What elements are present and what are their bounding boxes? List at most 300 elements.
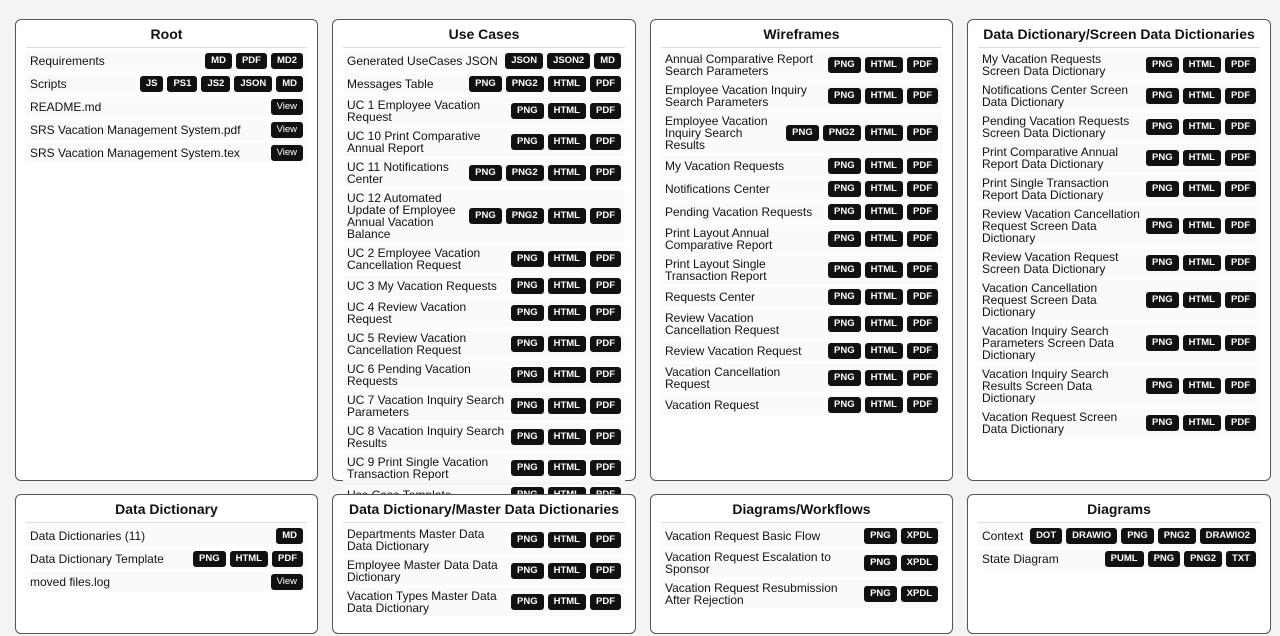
format-links (828, 343, 938, 359)
html-link-button[interactable]: HTML (865, 125, 903, 141)
png-link-button[interactable]: PNG (828, 57, 861, 73)
panel-title: Data Dictionary (26, 495, 307, 523)
png-link-button[interactable]: PNG (1146, 378, 1179, 394)
png-link-button[interactable]: PNG (469, 208, 502, 224)
file-row (661, 580, 942, 608)
format-links (1146, 255, 1256, 271)
png-link-button[interactable]: PNG (864, 555, 897, 571)
file-label: Vacation Inquiry Search Results Screen Data Dictionary (982, 367, 1109, 405)
file-label: State Diagram (982, 552, 1059, 566)
file-list (661, 526, 942, 611)
png-link-button[interactable]: PNG (1121, 528, 1154, 544)
drawio-link-button[interactable]: DRAWIO (1066, 528, 1117, 544)
pdf-link-button[interactable]: PDF (907, 125, 938, 141)
png-link-button[interactable]: PNG (1146, 415, 1179, 431)
pdf-link-button[interactable]: PDF (1225, 378, 1256, 394)
html-link-button[interactable]: HTML (548, 76, 586, 92)
txt-link-button[interactable]: TXT (1226, 551, 1256, 567)
panel-title: Data Dictionary/Master Data Dictionaries (343, 495, 625, 523)
file-row (26, 526, 307, 546)
pdf-link-button[interactable]: PDF (1225, 88, 1256, 104)
pdf-link-button[interactable]: PDF (590, 460, 621, 476)
xpdl-link-button[interactable]: XPDL (901, 555, 938, 571)
pdf-link-button[interactable]: PDF (907, 158, 938, 174)
png2-link-button[interactable]: PNG2 (1158, 528, 1196, 544)
html-link-button[interactable]: HTML (1183, 218, 1221, 234)
pdf-link-button[interactable]: PDF (590, 398, 621, 414)
png2-link-button[interactable]: PNG2 (823, 125, 861, 141)
png-link-button[interactable]: PNG (864, 528, 897, 544)
html-link-button[interactable]: HTML (548, 305, 586, 321)
pdf-link-button[interactable]: PDF (1225, 150, 1256, 166)
format-links (786, 125, 938, 141)
format-links (511, 336, 621, 352)
pdf-link-button[interactable]: PDF (907, 343, 938, 359)
json-link-button[interactable]: JSON (505, 53, 543, 69)
panel-screen-data-dictionaries (967, 19, 1271, 481)
file-row (343, 454, 625, 482)
js2-link-button[interactable]: JS2 (201, 76, 230, 92)
png2-link-button[interactable]: PNG2 (506, 165, 544, 181)
panel-title: Diagrams/Workflows (661, 495, 942, 523)
file-label: Vacation Types Master Data Data Dictionary (347, 589, 497, 615)
png-link-button[interactable]: PNG (511, 460, 544, 476)
file-row (343, 423, 625, 451)
format-links (511, 367, 621, 383)
file-label: UC 2 Employee Vacation Cancellation Request (347, 246, 481, 272)
file-label: Print Layout Annual Comparative Report (665, 226, 773, 252)
file-label: README.md (30, 100, 102, 114)
format-links (469, 208, 621, 224)
md-link-button[interactable]: MD (276, 528, 303, 544)
format-links (511, 532, 621, 548)
file-row (978, 82, 1260, 110)
xpdl-link-button[interactable]: XPDL (901, 586, 938, 602)
file-row (343, 276, 625, 296)
png-link-button[interactable]: PNG (828, 343, 861, 359)
file-row (661, 82, 942, 110)
pdf-link-button[interactable]: PDF (236, 53, 267, 69)
file-label: Vacation Request Basic Flow (665, 529, 821, 543)
file-label: Employee Vacation Inquiry Search Parameters (665, 83, 807, 109)
file-label: UC 11 Notifications Center (347, 160, 449, 186)
file-label: UC 4 Review Vacation Request (347, 300, 467, 326)
png-link-button[interactable]: PNG (511, 336, 544, 352)
png-link-button[interactable]: PNG (1146, 335, 1179, 351)
format-links (828, 158, 938, 174)
panel-title: Use Cases (343, 20, 625, 48)
png-link-button[interactable]: PNG (1148, 551, 1181, 567)
html-link-button[interactable]: HTML (1183, 57, 1221, 73)
file-label: Requests Center (665, 290, 756, 304)
png-link-button[interactable]: PNG (828, 158, 861, 174)
png-link-button[interactable]: PNG (1146, 88, 1179, 104)
file-row (978, 144, 1260, 172)
file-label: UC 10 Print Comparative Annual Report (347, 129, 481, 155)
file-label: UC 6 Pending Vacation Requests (347, 362, 471, 388)
file-list (343, 51, 625, 508)
html-link-button[interactable]: HTML (1183, 292, 1221, 308)
format-links (276, 528, 303, 544)
pdf-link-button[interactable]: PDF (907, 88, 938, 104)
panel-diagrams (967, 494, 1271, 634)
html-link-button[interactable]: HTML (865, 343, 903, 359)
png-link-button[interactable]: PNG (828, 316, 861, 332)
pdf-link-button[interactable]: PDF (590, 336, 621, 352)
file-row (343, 361, 625, 389)
png-link-button[interactable]: PNG (511, 103, 544, 119)
pdf-link-button[interactable]: PDF (1225, 218, 1256, 234)
html-link-button[interactable]: HTML (865, 204, 903, 220)
png-link-button[interactable]: PNG (864, 586, 897, 602)
file-row (661, 310, 942, 338)
file-label: Data Dictionaries (11) (30, 529, 146, 543)
html-link-button[interactable]: HTML (865, 181, 903, 197)
png-link-button[interactable]: PNG (511, 563, 544, 579)
file-label: Employee Master Data Data Dictionary (347, 558, 498, 584)
file-label: My Vacation Requests Screen Data Dictionary (982, 52, 1106, 78)
html-link-button[interactable]: HTML (865, 231, 903, 247)
format-links (511, 103, 621, 119)
panel-title: Data Dictionary/Screen Data Dictionaries (978, 20, 1260, 48)
png-link-button[interactable]: PNG (828, 231, 861, 247)
html-link-button[interactable]: HTML (865, 397, 903, 413)
file-row (661, 256, 942, 284)
pdf-link-button[interactable]: PDF (590, 367, 621, 383)
html-link-button[interactable]: HTML (865, 262, 903, 278)
file-row (661, 364, 942, 392)
file-label: Print Comparative Annual Report Data Dictionary (982, 145, 1119, 171)
format-links (511, 460, 621, 476)
file-row (26, 549, 307, 569)
html-link-button[interactable]: HTML (1183, 119, 1221, 135)
png-link-button[interactable]: PNG (193, 551, 226, 567)
html-link-button[interactable]: HTML (548, 103, 586, 119)
format-links (828, 397, 938, 413)
file-row (978, 175, 1260, 203)
file-label: UC 8 Vacation Inquiry Search Results (347, 424, 505, 450)
html-link-button[interactable]: HTML (1183, 335, 1221, 351)
view-link-button[interactable]: View (271, 122, 303, 138)
format-links (271, 122, 303, 138)
json-link-button[interactable]: JSON (234, 76, 272, 92)
pdf-link-button[interactable]: PDF (590, 594, 621, 610)
file-row (26, 572, 307, 592)
view-link-button[interactable]: View (271, 574, 303, 590)
pdf-link-button[interactable]: PDF (1225, 181, 1256, 197)
html-link-button[interactable]: HTML (865, 370, 903, 386)
format-links (271, 99, 303, 115)
png-link-button[interactable]: PNG (828, 370, 861, 386)
file-label: Messages Table (347, 77, 434, 91)
html-link-button[interactable]: HTML (548, 134, 586, 150)
html-link-button[interactable]: HTML (1183, 415, 1221, 431)
png-link-button[interactable]: PNG (828, 262, 861, 278)
file-label: My Vacation Requests (665, 159, 785, 173)
png-link-button[interactable]: PNG (1146, 218, 1179, 234)
md-link-button[interactable]: MD (594, 53, 621, 69)
png-link-button[interactable]: PNG (511, 278, 544, 294)
png-link-button[interactable]: PNG (1146, 119, 1179, 135)
drawio2-link-button[interactable]: DRAWIO2 (1200, 528, 1256, 544)
file-list (26, 526, 307, 595)
png-link-button[interactable]: PNG (1146, 181, 1179, 197)
js-link-button[interactable]: JS (140, 76, 164, 92)
file-label: Pending Vacation Requests Screen Data Dictionary (982, 114, 1130, 140)
pdf-link-button[interactable]: PDF (1225, 119, 1256, 135)
md-link-button[interactable]: MD (276, 76, 303, 92)
file-row (661, 341, 942, 361)
pdf-link-button[interactable]: PDF (272, 551, 303, 567)
format-links (1105, 551, 1256, 567)
png-link-button[interactable]: PNG (828, 397, 861, 413)
format-links (140, 76, 303, 92)
file-row (343, 51, 625, 71)
format-links (511, 594, 621, 610)
panel-title: Root (26, 20, 307, 48)
format-links (511, 305, 621, 321)
pdf-link-button[interactable]: PDF (907, 181, 938, 197)
format-links (1146, 378, 1256, 394)
png-link-button[interactable]: PNG (511, 251, 544, 267)
pdf-link-button[interactable]: PDF (590, 165, 621, 181)
html-link-button[interactable]: HTML (1183, 88, 1221, 104)
format-links (1146, 415, 1256, 431)
view-link-button[interactable]: View (271, 145, 303, 161)
pdf-link-button[interactable]: PDF (1225, 415, 1256, 431)
file-label: UC 9 Print Single Vacation Transaction Report (347, 455, 489, 481)
pdf-link-button[interactable]: PDF (907, 370, 938, 386)
format-links (469, 165, 621, 181)
format-links (1146, 218, 1256, 234)
file-list (26, 51, 307, 166)
file-label: SRS Vacation Management System.tex (30, 146, 240, 160)
html-link-button[interactable]: HTML (1183, 181, 1221, 197)
html-link-button[interactable]: HTML (548, 336, 586, 352)
pdf-link-button[interactable]: PDF (907, 316, 938, 332)
format-links (864, 586, 938, 602)
file-row (343, 245, 625, 273)
html-link-button[interactable]: HTML (1183, 255, 1221, 271)
pdf-link-button[interactable]: PDF (1225, 335, 1256, 351)
format-links (193, 551, 303, 567)
format-links (1146, 119, 1256, 135)
file-label: UC 7 Vacation Inquiry Search Parameters (347, 393, 505, 419)
file-label: Annual Comparative Report Search Parameters (665, 52, 814, 78)
png-link-button[interactable]: PNG (1146, 57, 1179, 73)
file-row (661, 526, 942, 546)
pdf-link-button[interactable]: PDF (907, 231, 938, 247)
format-links (469, 76, 621, 92)
png-link-button[interactable]: PNG (786, 125, 819, 141)
json2-link-button[interactable]: JSON2 (547, 53, 590, 69)
file-label: Review Vacation Cancellation Request (665, 311, 780, 337)
format-links (511, 251, 621, 267)
html-link-button[interactable]: HTML (548, 278, 586, 294)
pdf-link-button[interactable]: PDF (907, 204, 938, 220)
html-link-button[interactable]: HTML (865, 158, 903, 174)
file-label: Departments Master Data Data Dictionary (347, 527, 485, 553)
png-link-button[interactable]: PNG (1146, 255, 1179, 271)
format-links (1146, 181, 1256, 197)
file-row (343, 128, 625, 156)
png-link-button[interactable]: PNG (511, 367, 544, 383)
pdf-link-button[interactable]: PDF (590, 251, 621, 267)
png-link-button[interactable]: PNG (511, 532, 544, 548)
html-link-button[interactable]: HTML (548, 398, 586, 414)
file-label: Data Dictionary Template (30, 552, 164, 566)
png-link-button[interactable]: PNG (828, 204, 861, 220)
file-label: Print Single Transaction Report Data Dictionary (982, 176, 1109, 202)
html-link-button[interactable]: HTML (865, 57, 903, 73)
format-links (864, 555, 938, 571)
pdf-link-button[interactable]: PDF (907, 289, 938, 305)
format-links (1146, 57, 1256, 73)
panel-wireframes (650, 19, 953, 481)
format-links (511, 134, 621, 150)
file-row (343, 588, 625, 616)
file-row (661, 395, 942, 415)
html-link-button[interactable]: HTML (548, 429, 586, 445)
html-link-button[interactable]: HTML (548, 367, 586, 383)
file-label: UC 3 My Vacation Requests (347, 279, 497, 293)
html-link-button[interactable]: HTML (548, 251, 586, 267)
format-links (511, 278, 621, 294)
pdf-link-button[interactable]: PDF (590, 134, 621, 150)
pdf-link-button[interactable]: PDF (590, 278, 621, 294)
ps1-link-button[interactable]: PS1 (167, 76, 197, 92)
png-link-button[interactable]: PNG (511, 594, 544, 610)
pdf-link-button[interactable]: PDF (1225, 255, 1256, 271)
file-row (343, 330, 625, 358)
file-row (661, 549, 942, 577)
html-link-button[interactable]: HTML (1183, 150, 1221, 166)
file-label: Vacation Cancellation Request (665, 365, 781, 391)
xpdl-link-button[interactable]: XPDL (901, 528, 938, 544)
pdf-link-button[interactable]: PDF (590, 305, 621, 321)
format-links (828, 289, 938, 305)
png-link-button[interactable]: PNG (828, 181, 861, 197)
pdf-link-button[interactable]: PDF (590, 563, 621, 579)
pdf-link-button[interactable]: PDF (590, 103, 621, 119)
file-label: SRS Vacation Management System.pdf (30, 123, 241, 137)
html-link-button[interactable]: HTML (865, 88, 903, 104)
file-label: Employee Vacation Inquiry Search Results (665, 114, 768, 152)
file-row (978, 51, 1260, 79)
png-link-button[interactable]: PNG (511, 134, 544, 150)
file-row (343, 526, 625, 554)
file-row (661, 113, 942, 153)
format-links (828, 370, 938, 386)
png-link-button[interactable]: PNG (511, 305, 544, 321)
png-link-button[interactable]: PNG (1146, 150, 1179, 166)
file-row (978, 206, 1260, 246)
panel-master-data-dictionaries (332, 494, 636, 634)
pdf-link-button[interactable]: PDF (590, 532, 621, 548)
html-link-button[interactable]: HTML (230, 551, 268, 567)
format-links (1146, 335, 1256, 351)
file-label: Vacation Cancellation Request Screen Data Dictionary (982, 281, 1098, 319)
file-label: Review Vacation Cancellation Request Screen Data Dictionary (982, 207, 1140, 245)
html-link-button[interactable]: HTML (548, 594, 586, 610)
file-row (661, 202, 942, 222)
png-link-button[interactable]: PNG (469, 165, 502, 181)
png-link-button[interactable]: PNG (511, 429, 544, 445)
md-link-button[interactable]: MD (205, 53, 232, 69)
file-row (661, 156, 942, 176)
html-link-button[interactable]: HTML (1183, 378, 1221, 394)
format-links (828, 88, 938, 104)
file-row (343, 74, 625, 94)
png2-link-button[interactable]: PNG2 (1184, 551, 1222, 567)
file-row (978, 549, 1260, 569)
format-links (1146, 292, 1256, 308)
png2-link-button[interactable]: PNG2 (506, 208, 544, 224)
dot-link-button[interactable]: DOT (1030, 528, 1062, 544)
format-links (505, 53, 621, 69)
pdf-link-button[interactable]: PDF (907, 262, 938, 278)
pdf-link-button[interactable]: PDF (590, 208, 621, 224)
pdf-link-button[interactable]: PDF (907, 397, 938, 413)
file-label: Notifications Center (665, 182, 770, 196)
file-label: UC 12 Automated Update of Employee Annual Vacation Balance (347, 191, 456, 241)
pdf-link-button[interactable]: PDF (590, 76, 621, 92)
format-links (205, 53, 303, 69)
file-label: Print Layout Single Transaction Report (665, 257, 767, 283)
file-list (978, 51, 1260, 440)
pdf-link-button[interactable]: PDF (590, 429, 621, 445)
format-links (1146, 150, 1256, 166)
file-row (343, 190, 625, 242)
file-row (978, 113, 1260, 141)
html-link-button[interactable]: HTML (548, 460, 586, 476)
file-list (661, 51, 942, 418)
file-row (26, 51, 307, 71)
html-link-button[interactable]: HTML (548, 563, 586, 579)
pdf-link-button[interactable]: PDF (1225, 292, 1256, 308)
png-link-button[interactable]: PNG (511, 398, 544, 414)
format-links (271, 145, 303, 161)
png-link-button[interactable]: PNG (469, 76, 502, 92)
html-link-button[interactable]: HTML (548, 208, 586, 224)
file-row (978, 366, 1260, 406)
html-link-button[interactable]: HTML (548, 165, 586, 181)
format-links (1030, 528, 1256, 544)
puml-link-button[interactable]: PUML (1105, 551, 1144, 567)
file-label: Context (982, 529, 1024, 543)
pdf-link-button[interactable]: PDF (1225, 57, 1256, 73)
png-link-button[interactable]: PNG (828, 289, 861, 305)
md2-link-button[interactable]: MD2 (271, 53, 303, 69)
png-link-button[interactable]: PNG (1146, 292, 1179, 308)
view-link-button[interactable]: View (271, 99, 303, 115)
format-links (1146, 88, 1256, 104)
png2-link-button[interactable]: PNG2 (506, 76, 544, 92)
pdf-link-button[interactable]: PDF (907, 57, 938, 73)
png-link-button[interactable]: PNG (828, 88, 861, 104)
panel-data-dictionary (15, 494, 318, 634)
file-label: Review Vacation Request Screen Data Dictionary (982, 250, 1119, 276)
file-list (343, 526, 625, 619)
file-row (661, 287, 942, 307)
format-links (828, 57, 938, 73)
html-link-button[interactable]: HTML (548, 532, 586, 548)
file-row (978, 280, 1260, 320)
file-row (661, 179, 942, 199)
file-row (343, 159, 625, 187)
html-link-button[interactable]: HTML (865, 316, 903, 332)
html-link-button[interactable]: HTML (865, 289, 903, 305)
